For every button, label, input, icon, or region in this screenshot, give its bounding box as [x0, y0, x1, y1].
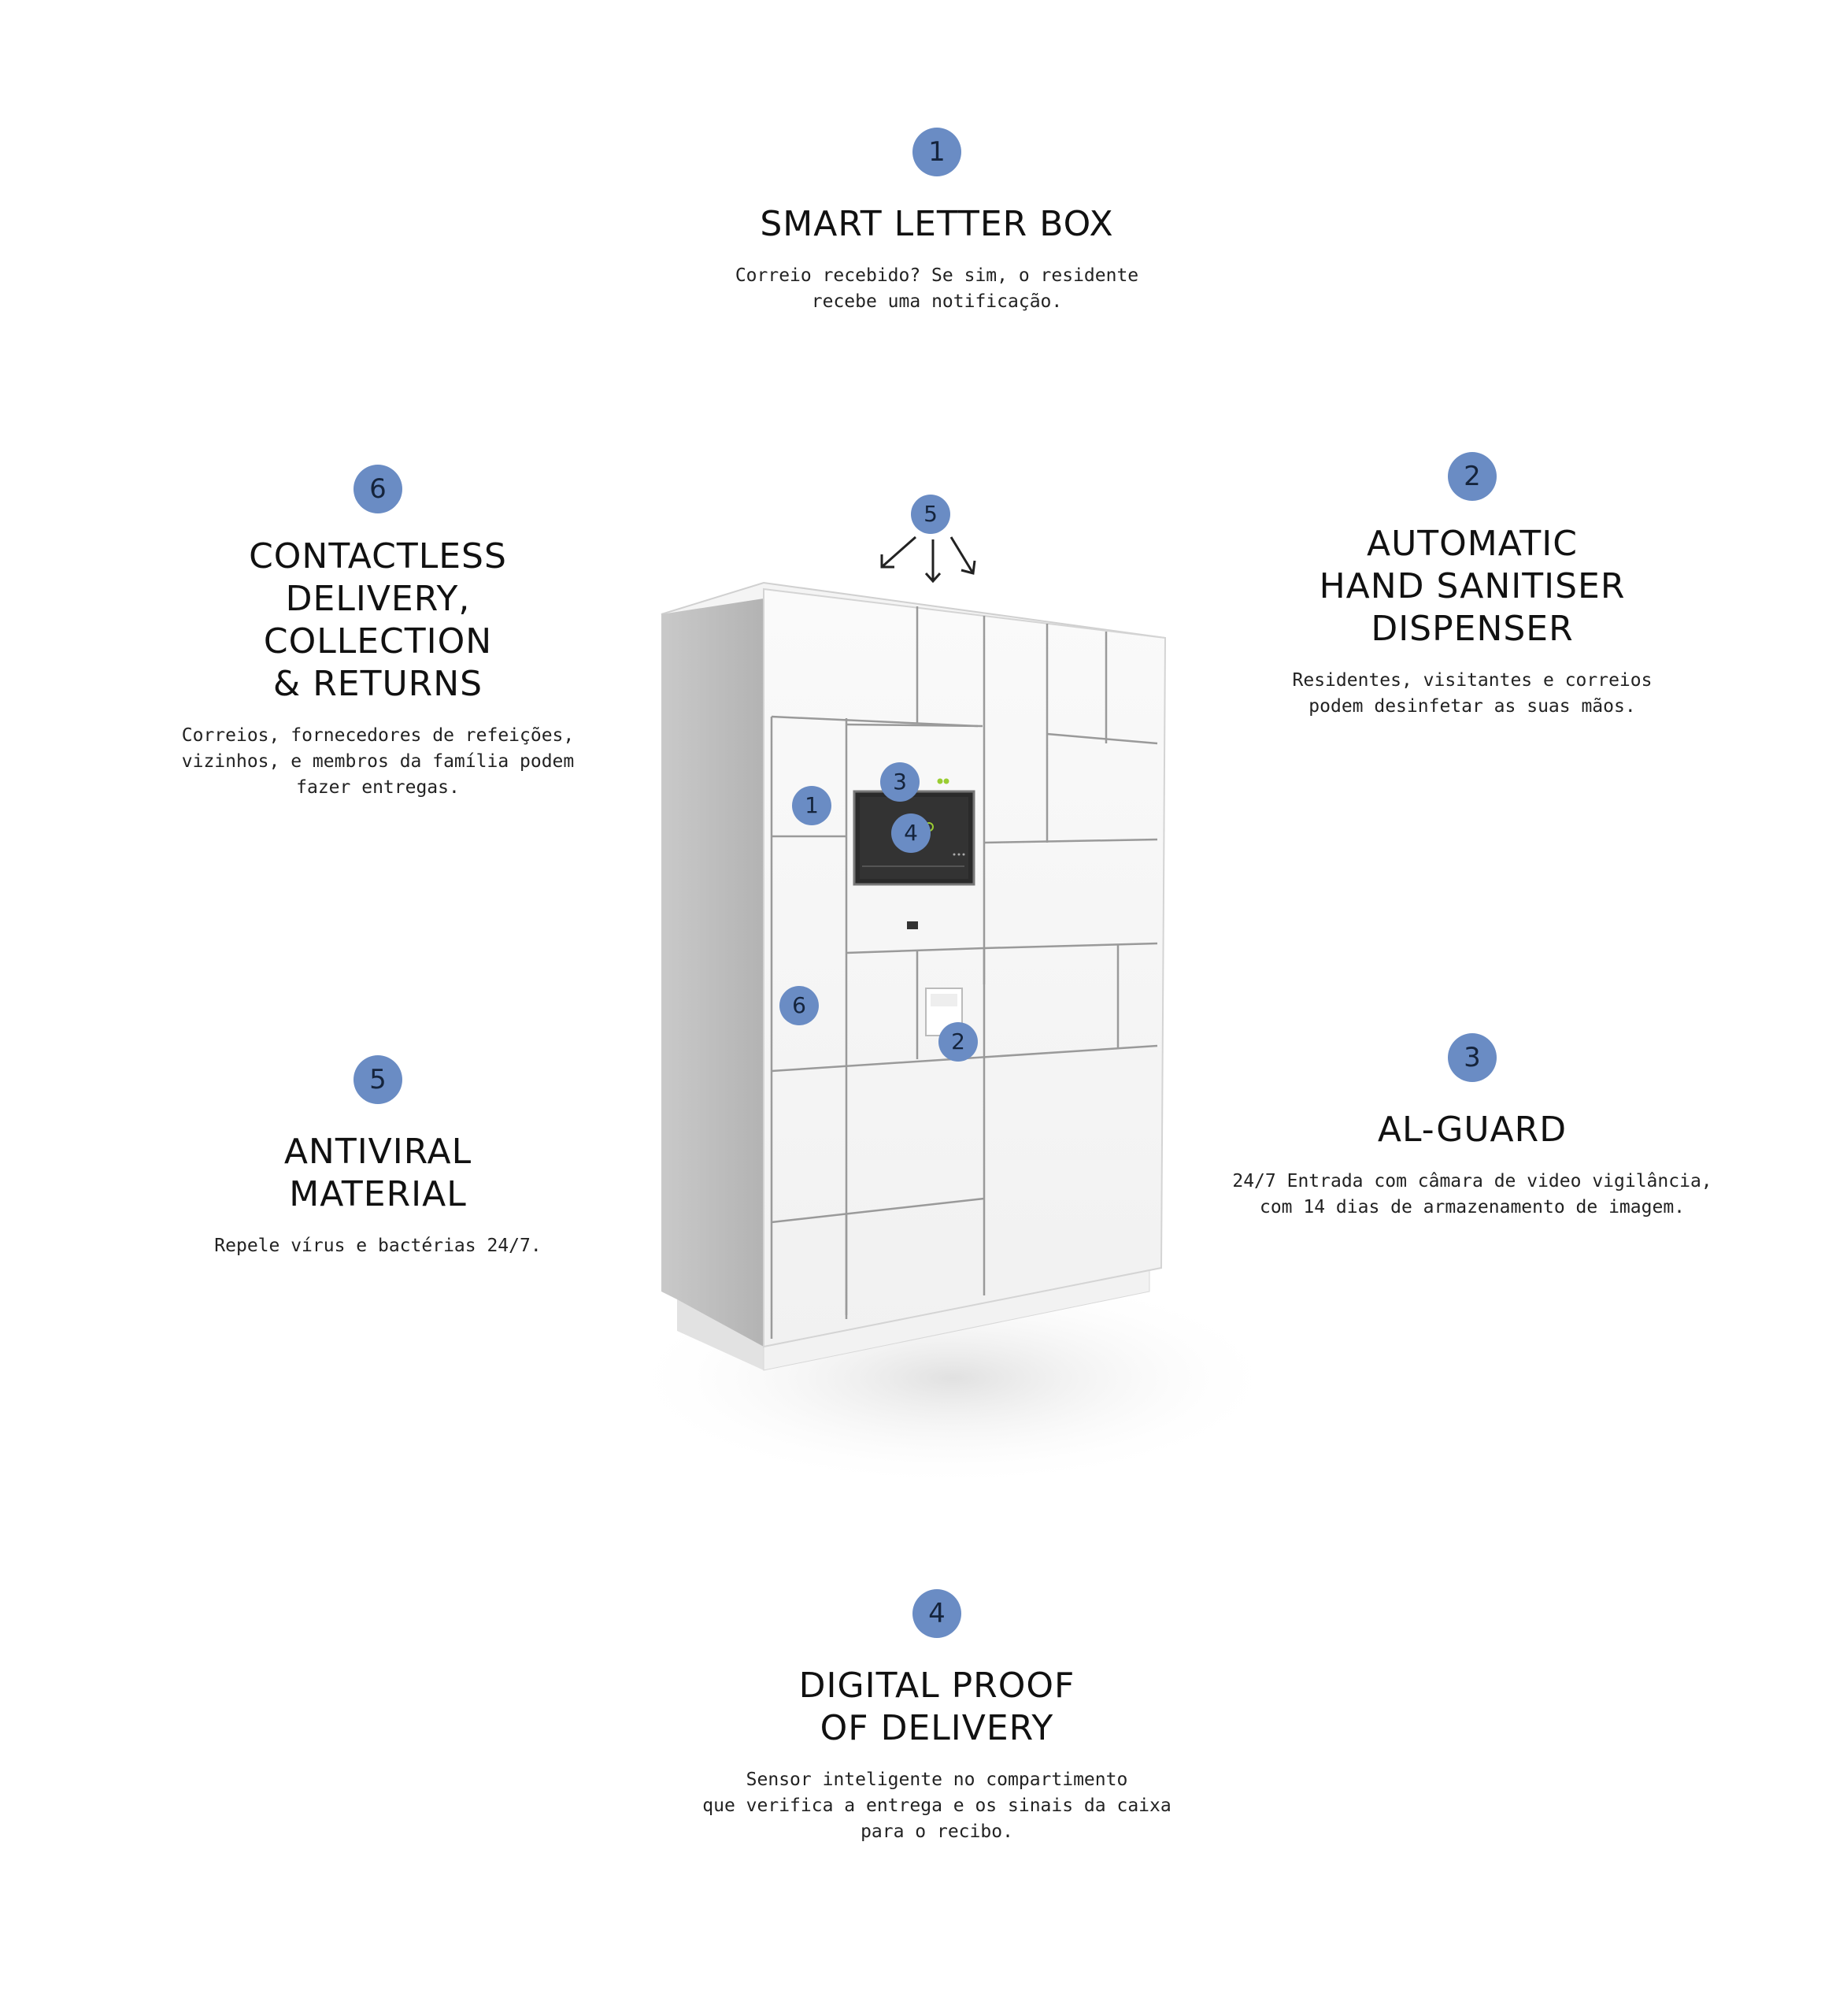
locker-drawing [614, 472, 1338, 1512]
feature-number-badge: 1 [912, 128, 961, 176]
locker-marker: 1 [792, 786, 831, 825]
feature-title: CONTACTLESS DELIVERY, COLLECTION & RETURNS [249, 536, 507, 704]
locker-marker: 3 [880, 762, 920, 802]
locker-marker: 6 [779, 986, 819, 1025]
feature-description: Correios, fornecedores de refeições, vizinhos, e membros da família podem fazer entregas. [181, 725, 575, 798]
feature-description: 24/7 Entrada com câmara de video vigilância, com 14 dias de armazenamento de imagem. [1232, 1171, 1712, 1217]
locker-marker: 5 [911, 495, 950, 534]
locker-side [661, 598, 764, 1362]
feature-description: Repele vírus e bactérias 24/7. [214, 1236, 542, 1256]
feature-description: Sensor inteligente no compartimento que verifica a entrega e os sinais da caixa para o recibo. [702, 1770, 1171, 1842]
feature-title: DIGITAL PROOF OF DELIVERY [798, 1666, 1075, 1748]
feature-number-badge: 4 [912, 1589, 961, 1638]
locker-marker: 2 [938, 1022, 978, 1062]
feature-digital-proof-of-delivery [693, 1589, 1181, 1845]
feature-smart-letter-box [693, 128, 1181, 315]
spread-arrows-icon [882, 537, 975, 581]
feature-title: AL-GUARD [1377, 1110, 1568, 1150]
feature-antiviral-material [181, 1055, 575, 1259]
smart-locker-illustration [614, 472, 1338, 1512]
feature-title: ANTIVIRAL MATERIAL [283, 1132, 472, 1214]
feature-description: Correio recebido? Se sim, o residente recebe uma notificação. [735, 265, 1139, 312]
feature-title: SMART LETTER BOX [760, 204, 1114, 244]
card-reader-icon [907, 921, 918, 929]
status-led-icon [944, 779, 949, 784]
feature-title: AUTOMATIC HAND SANITISER DISPENSER [1319, 524, 1626, 649]
locker-marker: 4 [891, 813, 931, 853]
feature-number-badge: 3 [1448, 1033, 1497, 1082]
feature-number-badge: 5 [353, 1055, 402, 1104]
locker-front [764, 589, 1165, 1347]
status-led-icon [938, 779, 943, 784]
feature-description: Residentes, visitantes e correios podem desinfetar as suas mãos. [1292, 670, 1653, 717]
feature-number-badge: 6 [353, 465, 402, 513]
feature-contactless-delivery [157, 465, 598, 801]
feature-number-badge: 2 [1448, 452, 1497, 501]
